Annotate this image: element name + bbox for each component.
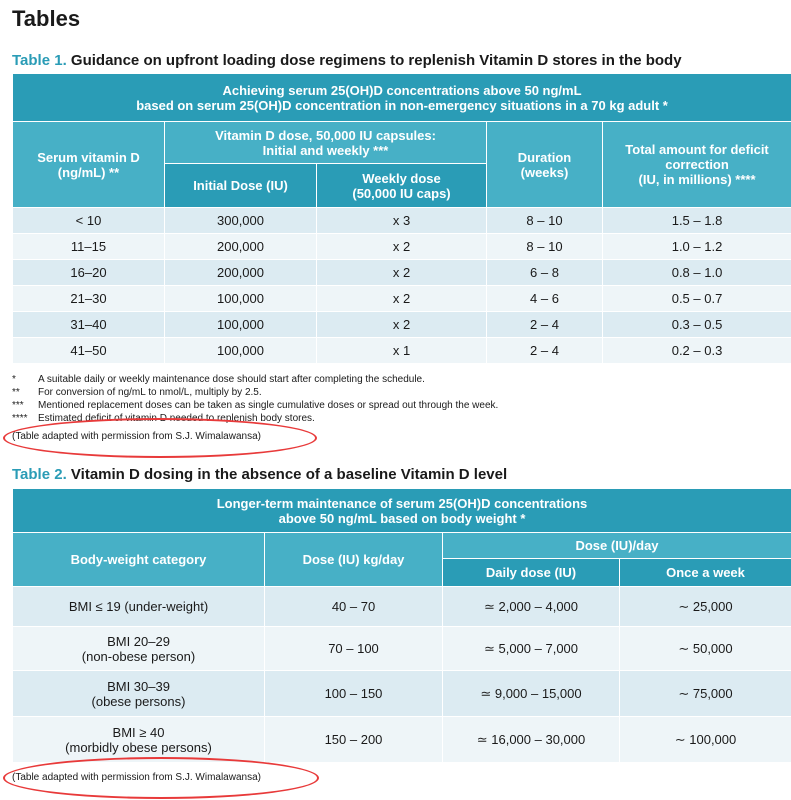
- table-row: 21–30 100,000 x 2 4 – 6 0.5 – 0.7: [13, 286, 791, 312]
- table-row: BMI 20–29 (non-obese person) 70 – 100 ≃ 5,000 – 7,000 ∼ 50,000: [13, 627, 791, 671]
- table-row: 31–40 100,000 x 2 2 – 4 0.3 – 0.5: [13, 312, 791, 338]
- footnote: * A suitable daily or weekly maintenance dose should start after completing the schedule.: [12, 374, 425, 385]
- red-highlight-oval: [3, 418, 317, 458]
- table1-banner: Achieving serum 25(OH)D concentrations above 50 ng/mL based on serum 25(OH)D concentration in non-emergency situations in a 70 kg adult *: [13, 74, 791, 122]
- red-highlight-oval: [3, 757, 319, 799]
- table2-title: Vitamin D dosing in the absence of a baseline Vitamin D level: [70, 466, 508, 483]
- table2: [12, 488, 791, 763]
- table2-col-daily: Daily dose (IU): [443, 559, 620, 587]
- table-row: BMI ≥ 40 (morbidly obese persons) 150 – 200 ≃ 16,000 – 30,000 ∼ 100,000: [13, 717, 791, 763]
- table2-banner: Longer-term maintenance of serum 25(OH)D concentrations above 50 ng/mL based on body weight *: [13, 489, 791, 533]
- table-row: BMI 30–39 (obese persons) 100 – 150 ≃ 9,000 – 15,000 ∼ 75,000: [13, 671, 791, 717]
- table1-col-serum: Serum vitamin D (ng/mL) **: [13, 122, 165, 208]
- table-row: 11–15 200,000 x 2 8 – 10 1.0 – 1.2: [13, 234, 791, 260]
- table2-adapted-note: (Table adapted with permission from S.J. Wimalawansa): [12, 772, 261, 783]
- table1-footnotes: [12, 373, 772, 425]
- footnote: *** Mentioned replacement doses can be taken as single cumulative doses or spread out through the week.: [12, 400, 499, 411]
- footnote: **** Estimated deficit of vitamin D needed to replenish body stores.: [12, 413, 315, 424]
- table1-caption: [12, 52, 682, 69]
- table1-adapted-note: (Table adapted with permission from S.J. Wimalawansa): [12, 431, 261, 442]
- table2-col-weekly: Once a week: [620, 559, 791, 587]
- table2-col-dose-day: Dose (IU)/day: [443, 533, 791, 559]
- table1-col-initial: Initial Dose (IU): [165, 164, 317, 208]
- table-row: < 10 300,000 x 3 8 – 10 1.5 – 1.8: [13, 208, 791, 234]
- table2-col-category: Body-weight category: [13, 533, 265, 587]
- table-row: 16–20 200,000 x 2 6 – 8 0.8 – 1.0: [13, 260, 791, 286]
- table1: [12, 73, 791, 364]
- table1-label: Table 1.: [12, 52, 67, 69]
- table1-title: Guidance on upfront loading dose regimens to replenish Vitamin D stores in the body: [70, 52, 682, 69]
- page-heading: Tables: [12, 6, 81, 31]
- table2-label: Table 2.: [12, 466, 67, 483]
- table1-col-duration: Duration (weeks): [487, 122, 603, 208]
- table1-col-dose-group: Vitamin D dose, 50,000 IU capsules: Initial and weekly ***: [165, 122, 487, 164]
- table1-col-total: Total amount for deficit correction (IU, in millions) ****: [603, 122, 791, 208]
- table1-col-weekly: Weekly dose (50,000 IU caps): [317, 164, 487, 208]
- footnote: ** For conversion of ng/mL to nmol/L, multiply by 2.5.: [12, 387, 262, 398]
- table-row: BMI ≤ 19 (under-weight) 40 – 70 ≃ 2,000 – 4,000 ∼ 25,000: [13, 587, 791, 627]
- table2-caption: [12, 466, 507, 483]
- table-row: 41–50 100,000 x 1 2 – 4 0.2 – 0.3: [13, 338, 791, 364]
- table2-col-dose-kg: Dose (IU) kg/day: [265, 533, 443, 587]
